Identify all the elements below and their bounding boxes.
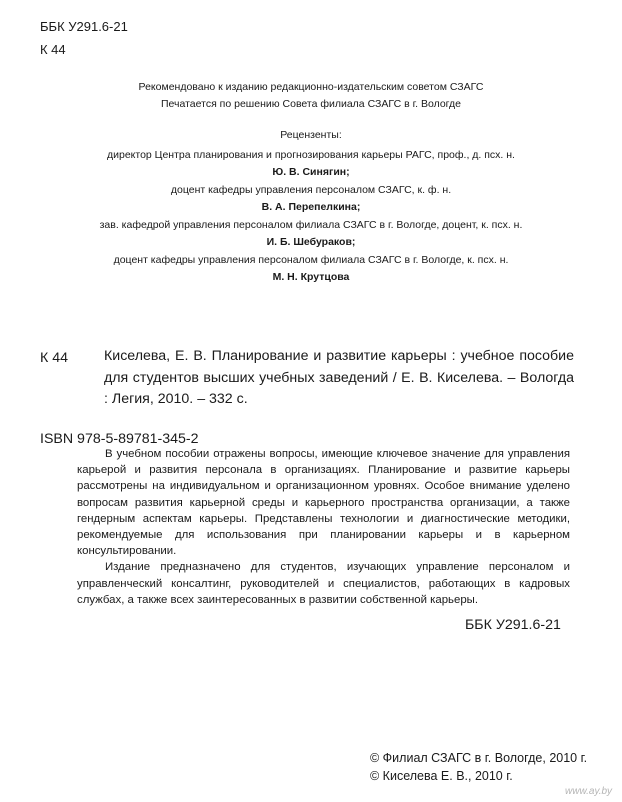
reviewer-position-3: зав. кафедрой управления персоналом филиала СЗАГС в г. Вологде, доцент, к. псх. н. <box>99 219 523 231</box>
reviewer-name-1: Ю. В. Синягин; <box>272 166 350 178</box>
watermark: www.ay.by <box>565 786 613 797</box>
annotation-paragraph-2: Издание предназначено для студентов, изучающих управление персоналом и управленческий консалтинг, руководителей и специалистов, работающих в кадровых службах, а также всех заинтересованных в развитии собственной карьеры. <box>77 561 570 606</box>
bbk-code-top: ББК У291.6-21 <box>40 19 128 34</box>
author-mark-top: К 44 <box>40 42 66 57</box>
reviewer-position-4: доцент кафедры управления персоналом филиала СЗАГС в г. Вологде, к. псх. н. <box>113 254 509 266</box>
reviewer-name-3: И. Б. Шебураков; <box>266 236 356 248</box>
reviewer-position-2: доцент кафедры управления персоналом СЗАГС, к. ф. н. <box>170 184 452 196</box>
copyright-line-1: © Филиал СЗАГС в г. Вологде, 2010 г. <box>370 751 588 765</box>
reviewer-name-4: М. Н. Крутцова <box>272 271 350 283</box>
bibliographic-text: Киселева, Е. В. Планирование и развитие карьеры : учебное пособие для студентов высших учебных заведений / Е. В. Киселева. – Вологда : Легия, 2010. – 332 с. <box>104 348 574 407</box>
reviewer-position-1: директор Центра планирования и прогнозирования карьеры РАГС, проф., д. псх. н. <box>107 149 515 161</box>
annotation-paragraph-1: В учебном пособии отражены вопросы, имеющие ключевое значение для управления карьерой и развития персонала в организациях. Планирование и развитие карьеры рассмотрены на индивидуальном и организационном уровнях. Особое внимание уделено вопросам развития карьерной среды и карьерного пространства организации, а также гендерным аспектам карьеры. Представлены технологии и диагностические методики, рекомендуемые для использования при планировании карьеры и в карьерном консультировании. <box>77 448 570 558</box>
reviewers-title: Рецензенты: <box>280 129 342 141</box>
reviewer-name-2: В. А. Перепелкина; <box>261 201 361 213</box>
bbk-code-bottom: ББК У291.6-21 <box>465 617 561 633</box>
bibliographic-code: К 44 <box>40 350 68 366</box>
annotation <box>77 446 570 608</box>
copyright-line-2: © Киселева Е. В., 2010 г. <box>370 769 513 783</box>
isbn: ISBN 978-5-89781-345-2 <box>40 431 199 447</box>
recommendation-line-1: Рекомендовано к изданию редакционно-издательским советом СЗАГС <box>138 81 484 93</box>
bibliographic-record <box>104 346 574 411</box>
recommendation-line-2: Печатается по решению Совета филиала СЗАГС в г. Вологде <box>161 98 461 110</box>
